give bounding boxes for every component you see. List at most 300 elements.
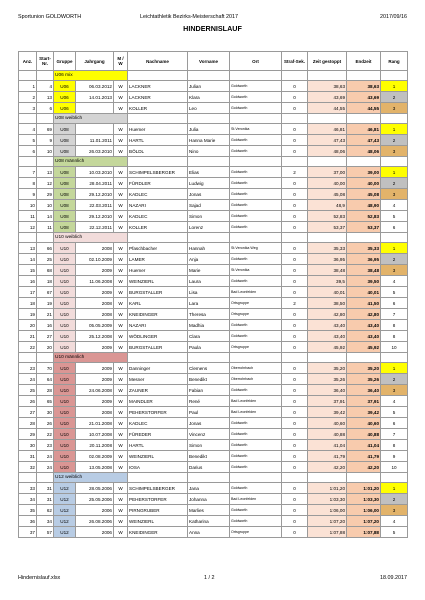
col-vorname-cell: Sajad (188, 200, 230, 211)
col-jahrgang-cell: 2009 (76, 396, 114, 407)
col-jahrgang-cell: 02.10.2009 (76, 254, 114, 265)
col-endzeit-cell: 47,43 (347, 135, 381, 146)
col-vorname-cell: Marie (188, 265, 230, 276)
col-endzeit-cell: 1:07,20 (347, 516, 381, 527)
col-strafsek-cell: 0 (282, 462, 308, 473)
col-endzeit-cell: 41,79 (347, 451, 381, 462)
col-endzeit-cell: 35,26 (347, 374, 381, 385)
col-nachname-cell: SCHIMPELSBERGER (128, 167, 188, 178)
col-nachname-cell: Huemer (128, 124, 188, 135)
col-zeit-cell: 1:06,00 (308, 505, 347, 516)
col-ort-cell: Goldworth (230, 320, 282, 331)
page-footer (18, 575, 407, 585)
col-mw-cell: W (114, 298, 128, 309)
col-ort-cell: Goldworth (230, 92, 282, 103)
col-jahrgang-cell (76, 124, 114, 135)
col-rang-cell: 4 (381, 396, 408, 407)
table-row (19, 494, 408, 505)
col-nachname-cell: WÖDLINGER (128, 331, 188, 342)
col-jahrgang-cell: 2009 (76, 374, 114, 385)
col-rang-cell: 5 (381, 211, 408, 222)
col-anz-cell: 30 (19, 440, 37, 451)
col-endzeit-cell: 1:01,20 (347, 483, 381, 494)
col-gruppe-header: Gruppe (54, 52, 76, 71)
col-jahrgang-cell: 10.07.2008 (76, 429, 114, 440)
group-cell (37, 473, 54, 483)
col-nachname-cell: IOSA (128, 462, 188, 473)
group-label: U12 weiblich (54, 473, 128, 483)
col-strafsek-cell: 0 (282, 320, 308, 331)
col-jahrgang-cell: 02.08.2009 (76, 451, 114, 462)
table-row (19, 440, 408, 451)
col-gruppe-cell: U10 (54, 407, 76, 418)
col-zeit-cell: 35,26 (308, 374, 347, 385)
col-gruppe-cell: U10 (54, 374, 76, 385)
col-nachname-cell: HARTL (128, 440, 188, 451)
col-zeit-cell: 38,63 (308, 81, 347, 92)
col-jahrgang-cell: 25.12.2008 (76, 331, 114, 342)
group-row (19, 157, 408, 167)
col-endzeit-cell: 45,92 (347, 342, 381, 353)
col-strafsek-cell: 0 (282, 200, 308, 211)
col-mw-cell: W (114, 92, 128, 103)
group-cell (37, 114, 54, 124)
group-cell (19, 233, 37, 243)
col-gruppe-cell: U10 (54, 309, 76, 320)
col-ort-cell: Goldworth (230, 516, 282, 527)
col-gruppe-cell: U08 (54, 211, 76, 222)
col-startnr-cell: 24 (37, 451, 54, 462)
col-mw-cell: W (114, 211, 128, 222)
col-mw-cell: W (114, 81, 128, 92)
col-startnr-cell: 19 (37, 298, 54, 309)
table-row (19, 462, 408, 473)
col-zeit-cell: 39,5 (308, 276, 347, 287)
col-endzeit-cell: 45,08 (347, 189, 381, 200)
col-ort-cell: Goldworth (230, 483, 282, 494)
col-strafsek-cell: 0 (282, 222, 308, 233)
col-rang-cell: 3 (381, 189, 408, 200)
col-strafsek-cell: 0 (282, 92, 308, 103)
col-ort-cell: Ortsgruppe (230, 342, 282, 353)
col-gruppe-cell: U12 (54, 516, 76, 527)
col-gruppe-cell: U06 (54, 92, 76, 103)
group-cell (19, 353, 37, 363)
group-cell (282, 157, 308, 167)
group-cell (347, 473, 381, 483)
col-rang-cell: 5 (381, 287, 408, 298)
col-anz-cell: 27 (19, 407, 37, 418)
col-zeit-cell: 38,48 (308, 265, 347, 276)
col-vorname-cell: Klara (188, 92, 230, 103)
col-jahrgang-cell: 22.03.2011 (76, 200, 114, 211)
group-cell (188, 353, 230, 363)
group-cell (128, 353, 188, 363)
table-row (19, 505, 408, 516)
col-ort-cell: Goldworth (230, 189, 282, 200)
col-anz-cell: 5 (19, 135, 37, 146)
col-nachname-cell: WEINZIERL (128, 516, 188, 527)
col-mw-cell: W (114, 494, 128, 505)
col-ort-cell: Goldworth (230, 276, 282, 287)
col-vorname-cell: Clemens (188, 363, 230, 374)
col-zeit-cell: 48,06 (308, 146, 347, 157)
col-vorname-cell: Anja (188, 254, 230, 265)
col-rang-cell: 8 (381, 440, 408, 451)
group-cell (19, 114, 37, 124)
col-zeit-cell: 40,88 (308, 429, 347, 440)
col-vorname-cell: Hanna Marie (188, 135, 230, 146)
col-rang-cell: 3 (381, 146, 408, 157)
col-jahrgang-cell: 24.06.2008 (76, 385, 114, 396)
col-zeit-header: Zeit gestoppt (308, 52, 347, 71)
col-ort-cell: Bad Leonfelden (230, 494, 282, 505)
group-cell (128, 157, 188, 167)
col-nachname-cell: Danninger (128, 363, 188, 374)
col-startnr-cell: 20 (37, 342, 54, 353)
group-cell (19, 71, 37, 81)
col-ort-cell: Ortsgruppe (230, 527, 282, 538)
col-rang-cell: 2 (381, 92, 408, 103)
table-row (19, 189, 408, 200)
group-cell (188, 114, 230, 124)
col-vorname-cell: Julian (188, 81, 230, 92)
col-zeit-cell: 43,40 (308, 320, 347, 331)
col-ort-cell: Goldworth (230, 451, 282, 462)
col-endzeit-cell: 41,50 (347, 298, 381, 309)
group-cell (381, 157, 408, 167)
col-rang-cell: 1 (381, 363, 408, 374)
col-rang-cell: 2 (381, 254, 408, 265)
col-nachname-cell: BÖLDL (128, 146, 188, 157)
col-zeit-cell: 42,20 (308, 462, 347, 473)
col-zeit-cell: 45,08 (308, 189, 347, 200)
col-jahrgang-cell: 06.03.2012 (76, 81, 114, 92)
group-cell (37, 233, 54, 243)
col-vorname-cell: Fabian (188, 385, 230, 396)
col-gruppe-cell: U10 (54, 298, 76, 309)
col-zeit-cell: 35,33 (308, 243, 347, 254)
col-endzeit-cell: 43,40 (347, 331, 381, 342)
col-nachname-header: Nachname (128, 52, 188, 71)
col-strafsek-cell: 0 (282, 243, 308, 254)
col-endzeit-cell: 42,20 (347, 462, 381, 473)
col-rang-cell: 3 (381, 505, 408, 516)
table-row (19, 418, 408, 429)
col-anz-cell: 11 (19, 211, 37, 222)
col-ort-cell: Goldworth (230, 200, 282, 211)
col-strafsek-cell: 0 (282, 135, 308, 146)
col-zeit-cell: 47,43 (308, 135, 347, 146)
col-strafsek-header: Straf-Sek. (282, 52, 308, 71)
col-mw-cell: W (114, 124, 128, 135)
col-nachname-cell: LAMER (128, 254, 188, 265)
col-nachname-cell: KADLEC (128, 189, 188, 200)
col-strafsek-cell: 0 (282, 505, 308, 516)
col-gruppe-cell: U10 (54, 451, 76, 462)
table-row (19, 200, 408, 211)
page-title: HINDERNISLAUF (183, 24, 242, 33)
col-gruppe-cell: U10 (54, 342, 76, 353)
footer-date: 18.09.2017 (380, 575, 407, 581)
col-rang-cell: 4 (381, 276, 408, 287)
col-nachname-cell: LACKNER (128, 81, 188, 92)
group-cell (381, 353, 408, 363)
col-gruppe-cell: U10 (54, 363, 76, 374)
col-endzeit-cell: 40,60 (347, 418, 381, 429)
col-vorname-cell: Madhia (188, 320, 230, 331)
col-jahrgang-cell: 28.05.2006 (76, 483, 114, 494)
col-endzeit-cell: 43,40 (347, 320, 381, 331)
col-nachname-cell: PEHERSTORFER (128, 407, 188, 418)
table-row (19, 342, 408, 353)
col-endzeit-cell: 36,95 (347, 254, 381, 265)
col-zeit-cell: 36,95 (308, 254, 347, 265)
col-anz-cell: 37 (19, 527, 37, 538)
col-ort-cell: Goldworth (230, 462, 282, 473)
col-mw-cell: W (114, 200, 128, 211)
col-zeit-cell: 53,37 (308, 222, 347, 233)
col-mw-cell: W (114, 363, 128, 374)
table-row (19, 243, 408, 254)
col-startnr-cell: 22 (37, 429, 54, 440)
table-header (19, 52, 408, 71)
col-strafsek-cell: 0 (282, 407, 308, 418)
col-mw-cell: W (114, 331, 128, 342)
col-anz-cell: 25 (19, 385, 37, 396)
col-vorname-cell: Jonas (188, 189, 230, 200)
col-strafsek-cell: 0 (282, 516, 308, 527)
group-cell (230, 157, 282, 167)
col-vorname-header: Vorname (188, 52, 230, 71)
col-nachname-cell: ZAUNER (128, 385, 188, 396)
col-strafsek-cell: 0 (282, 276, 308, 287)
col-startnr-cell: 26 (37, 418, 54, 429)
col-startnr-cell: 64 (37, 374, 54, 385)
group-label: U10 weiblich (54, 233, 128, 243)
col-ort-cell: Goldworth (230, 505, 282, 516)
col-mw-cell: W (114, 374, 128, 385)
col-vorname-cell: Vincenz (188, 429, 230, 440)
col-strafsek-cell: 2 (282, 167, 308, 178)
col-anz-cell: 18 (19, 298, 37, 309)
col-endzeit-cell: 35,20 (347, 363, 381, 374)
group-cell (308, 157, 347, 167)
table-row (19, 527, 408, 538)
col-endzeit-cell: 37,91 (347, 396, 381, 407)
col-gruppe-cell: U12 (54, 527, 76, 538)
col-anz-cell: 22 (19, 342, 37, 353)
col-zeit-cell: 1:01,20 (308, 483, 347, 494)
col-anz-cell: 36 (19, 516, 37, 527)
col-rang-cell: 9 (381, 451, 408, 462)
col-startnr-cell: 14 (37, 211, 54, 222)
col-ort-cell: Goldworth (230, 440, 282, 451)
col-ort-cell: St.Veronika (230, 124, 282, 135)
col-rang-cell: 8 (381, 320, 408, 331)
col-rang-cell: 1 (381, 483, 408, 494)
group-cell (282, 71, 308, 81)
group-cell (308, 473, 347, 483)
col-rang-cell: 6 (381, 418, 408, 429)
col-vorname-cell: Johanna (188, 494, 230, 505)
col-vorname-cell: Benedikt (188, 451, 230, 462)
col-anz-cell: 21 (19, 331, 37, 342)
col-endzeit-cell: 1:03,30 (347, 494, 381, 505)
col-nachname-cell: PEHERSTORFER (128, 494, 188, 505)
col-mw-cell: W (114, 320, 128, 331)
table-row (19, 276, 408, 287)
col-mw-cell: W (114, 146, 128, 157)
col-anz-cell: 26 (19, 396, 37, 407)
col-gruppe-cell: U12 (54, 483, 76, 494)
col-nachname-cell: Pfaschbacher (128, 243, 188, 254)
col-anz-cell: 7 (19, 167, 37, 178)
table-row (19, 298, 408, 309)
table-row (19, 81, 408, 92)
col-vorname-cell: Julia (188, 124, 230, 135)
col-strafsek-cell: 0 (282, 287, 308, 298)
col-ort-cell: Goldworth (230, 178, 282, 189)
table-row (19, 363, 408, 374)
col-strafsek-cell: 0 (282, 451, 308, 462)
col-nachname-cell: Huemer (128, 265, 188, 276)
group-cell (347, 233, 381, 243)
col-mw-cell: W (114, 462, 128, 473)
col-startnr-header: Start-Nr. (37, 52, 54, 71)
col-zeit-cell: 38,50 (308, 298, 347, 309)
col-mw-cell: W (114, 385, 128, 396)
col-nachname-cell: LACKNER (128, 92, 188, 103)
col-ort-cell: Goldworth (230, 81, 282, 92)
col-jahrgang-cell: 2009 (76, 342, 114, 353)
col-strafsek-cell: 0 (282, 363, 308, 374)
col-rang-cell: 7 (381, 309, 408, 320)
col-mw-cell: W (114, 483, 128, 494)
col-nachname-cell: KOLLER (128, 103, 188, 114)
col-zeit-cell: 46,81 (308, 124, 347, 135)
col-rang-header: Rang (381, 52, 408, 71)
col-strafsek-cell: 0 (282, 81, 308, 92)
col-vorname-cell: Paula (188, 342, 230, 353)
col-gruppe-cell: U10 (54, 396, 76, 407)
col-zeit-cell: 37,00 (308, 167, 347, 178)
col-mw-cell: W (114, 103, 128, 114)
table-row (19, 407, 408, 418)
col-mw-cell: W (114, 407, 128, 418)
table-row (19, 211, 408, 222)
col-startnr-cell: 28 (37, 385, 54, 396)
col-nachname-cell: HARTL (128, 135, 188, 146)
col-endzeit-cell: 1:06,00 (347, 505, 381, 516)
col-vorname-cell: Nino (188, 146, 230, 157)
col-anz-cell: 10 (19, 200, 37, 211)
col-rang-cell: 2 (381, 135, 408, 146)
col-jahrgang-cell: 2009 (76, 363, 114, 374)
col-zeit-cell: 45,92 (308, 342, 347, 353)
group-cell (347, 353, 381, 363)
col-jahrgang-cell: 2008 (76, 298, 114, 309)
col-gruppe-cell: U10 (54, 331, 76, 342)
col-endzeit-header: Endzeit (347, 52, 381, 71)
col-rang-cell: 1 (381, 124, 408, 135)
header-club: Sportunion GOLDWORTH (18, 14, 82, 20)
col-zeit-cell: 1:07,88 (308, 527, 347, 538)
col-ort-cell: Goldworth (230, 146, 282, 157)
col-anz-cell: 23 (19, 363, 37, 374)
table-row (19, 254, 408, 265)
group-row (19, 71, 408, 81)
col-rang-cell: 7 (381, 429, 408, 440)
group-cell (347, 157, 381, 167)
col-endzeit-cell: 53,37 (347, 222, 381, 233)
table-row (19, 451, 408, 462)
col-ort-cell: St.Veronika (230, 265, 282, 276)
col-nachname-cell: FÜREDER (128, 429, 188, 440)
col-strafsek-cell: 2 (282, 298, 308, 309)
col-gruppe-cell: U08 (54, 222, 76, 233)
col-startnr-cell: 18 (37, 276, 54, 287)
col-nachname-cell: SCHIMPELSBERGER (128, 483, 188, 494)
col-zeit-cell: 52,83 (308, 211, 347, 222)
col-anz-header: Anz. (19, 52, 37, 71)
col-ort-cell: Goldworth (230, 331, 282, 342)
table-row (19, 146, 408, 157)
col-rang-cell: 2 (381, 374, 408, 385)
col-ort-cell: Goldworth (230, 211, 282, 222)
col-mw-cell: W (114, 265, 128, 276)
col-zeit-cell: 39,42 (308, 407, 347, 418)
col-strafsek-cell: 0 (282, 440, 308, 451)
col-gruppe-cell: U06 (54, 103, 76, 114)
col-nachname-cell: FÜRDLER (128, 178, 188, 189)
group-cell (37, 353, 54, 363)
col-vorname-cell: Theresa (188, 309, 230, 320)
col-jahrgang-cell: 11.06.2008 (76, 276, 114, 287)
col-gruppe-cell: U10 (54, 265, 76, 276)
col-nachname-cell: WEINZIERL (128, 276, 188, 287)
col-gruppe-cell: U10 (54, 254, 76, 265)
col-strafsek-cell: 0 (282, 309, 308, 320)
col-mw-cell: W (114, 418, 128, 429)
col-anz-cell: 16 (19, 276, 37, 287)
col-mw-cell: W (114, 309, 128, 320)
col-vorname-cell: Katharina (188, 516, 230, 527)
col-ort-cell: Bad Leonfelden (230, 396, 282, 407)
col-startnr-cell: 13 (37, 92, 54, 103)
col-anz-cell: 1 (19, 81, 37, 92)
col-nachname-cell: KADLEC (128, 211, 188, 222)
group-cell (128, 114, 188, 124)
col-anz-cell: 3 (19, 103, 37, 114)
col-zeit-cell: 35,20 (308, 363, 347, 374)
col-startnr-cell: 10 (37, 200, 54, 211)
table-row (19, 429, 408, 440)
group-label: U08 weiblich (54, 114, 128, 124)
col-zeit-cell: 1:03,30 (308, 494, 347, 505)
group-cell (128, 233, 188, 243)
col-vorname-cell: Leo (188, 103, 230, 114)
group-cell (128, 473, 188, 483)
col-mw-cell: W (114, 287, 128, 298)
col-startnr-cell: 23 (37, 440, 54, 451)
footer-file: Hindernislauf.xlsx (18, 575, 61, 581)
col-zeit-cell: 43,40 (308, 331, 347, 342)
col-gruppe-cell: U10 (54, 385, 76, 396)
col-mw-cell: W (114, 505, 128, 516)
col-startnr-cell: 31 (37, 483, 54, 494)
table-row (19, 374, 408, 385)
